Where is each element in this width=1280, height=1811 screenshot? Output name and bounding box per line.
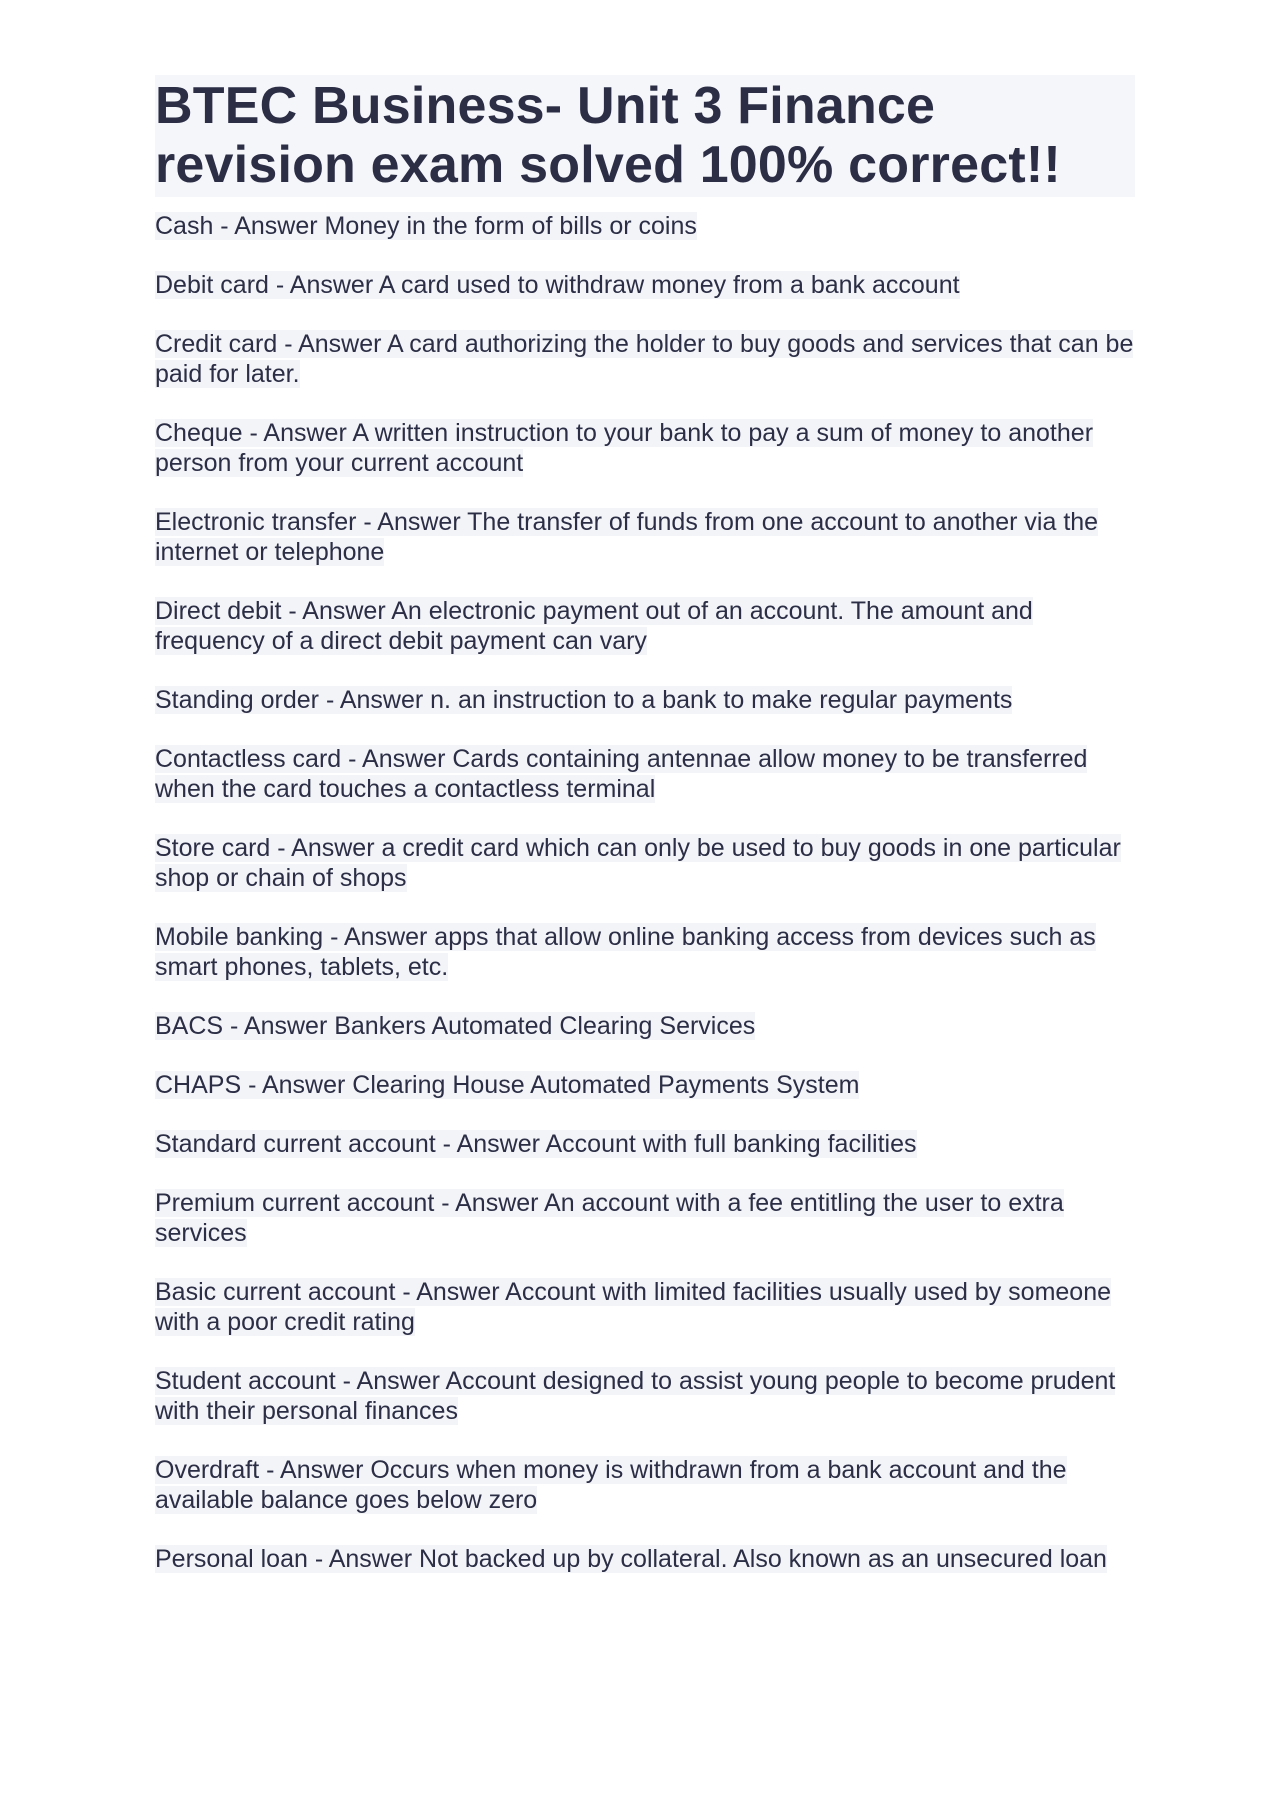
list-item — [155, 1188, 1135, 1248]
list-item — [155, 744, 1135, 804]
list-item — [155, 596, 1135, 656]
entry-text: Store card - Answer a credit card which can only be used to buy goods in one particular shop or chain of shops — [155, 834, 1121, 892]
list-item — [155, 922, 1135, 982]
entry-text: Basic current account - Answer Account with limited facilities usually used by someone with a poor credit rating — [155, 1278, 1112, 1336]
entry-text: Premium current account - Answer An account with a fee entitling the user to extra services — [155, 1189, 1064, 1247]
answer-list — [155, 211, 1135, 1574]
list-item — [155, 1277, 1135, 1337]
entry-text: Overdraft - Answer Occurs when money is withdrawn from a bank account and the available balance goes below zero — [155, 1456, 1067, 1514]
entry-text: Direct debit - Answer An electronic payment out of an account. The amount and frequency of a direct debit payment can vary — [155, 597, 1033, 655]
entry-text: Student account - Answer Account designed to assist young people to become prudent with their personal finances — [155, 1367, 1116, 1425]
entry-text: Electronic transfer - Answer The transfer of funds from one account to another via the internet or telephone — [155, 508, 1099, 566]
list-item — [155, 270, 1135, 300]
entry-text: Standing order - Answer n. an instruction to a bank to make regular payments — [155, 686, 1013, 714]
list-item — [155, 685, 1135, 715]
title-block — [155, 75, 1135, 197]
list-item — [155, 833, 1135, 893]
document-page — [155, 75, 1135, 1603]
list-item — [155, 1129, 1135, 1159]
entry-text: BACS - Answer Bankers Automated Clearing Services — [155, 1012, 756, 1040]
entry-text: Cheque - Answer A written instruction to your bank to pay a sum of money to another person from your current account — [155, 419, 1094, 477]
list-item — [155, 211, 1135, 241]
list-item — [155, 329, 1135, 389]
entry-text: Mobile banking - Answer apps that allow online banking access from devices such as smart phones, tablets, etc. — [155, 923, 1096, 981]
list-item — [155, 1544, 1135, 1574]
entry-text: Debit card - Answer A card used to withdraw money from a bank account — [155, 271, 960, 299]
list-item — [155, 1366, 1135, 1426]
entry-text: CHAPS - Answer Clearing House Automated Payments System — [155, 1071, 860, 1099]
entry-text: Contactless card - Answer Cards containing antennae allow money to be transferred when the card touches a contactless terminal — [155, 745, 1088, 803]
list-item — [155, 1011, 1135, 1041]
document-title: BTEC Business- Unit 3 Finance revision exam solved 100% correct!! — [155, 77, 1061, 194]
entry-text: Standard current account - Answer Account with full banking facilities — [155, 1130, 917, 1158]
list-item — [155, 1070, 1135, 1100]
list-item — [155, 1455, 1135, 1515]
entry-text: Cash - Answer Money in the form of bills or coins — [155, 212, 697, 240]
entry-text: Credit card - Answer A card authorizing the holder to buy goods and services that can be paid for later. — [155, 330, 1134, 388]
list-item — [155, 507, 1135, 567]
list-item — [155, 418, 1135, 478]
entry-text: Personal loan - Answer Not backed up by collateral. Also known as an unsecured loan — [155, 1545, 1107, 1573]
